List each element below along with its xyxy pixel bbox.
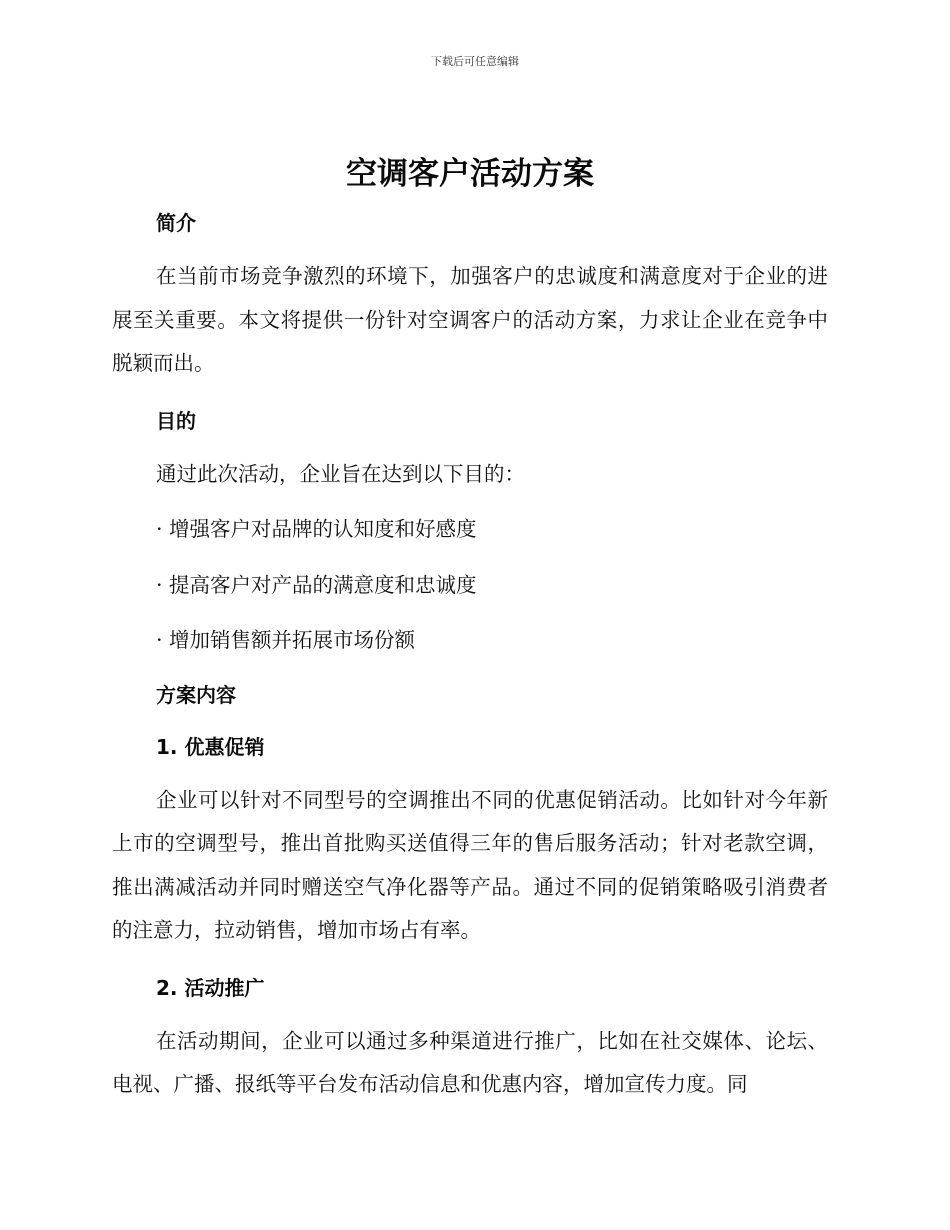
intro-paragraph: 在当前市场竞争激烈的环境下，加强客户的忠诚度和满意度对于企业的进展至关重要。本文将提供一份针对空调客户的活动方案，力求让企业在竞争中脱颖而出。 <box>112 264 828 375</box>
marketing-paragraph: 在活动期间，企业可以通过多种渠道进行推广，比如在社交媒体、论坛、电视、广播、报纸等平台发布活动信息和优惠内容，增加宣传力度。同 <box>112 1028 828 1096</box>
section-heading-plan: 方案内容 <box>156 682 236 707</box>
goal-item-1: · 增强客户对品牌的认知度和好感度 <box>156 517 477 541</box>
subsection-heading-marketing: 2. 活动推广 <box>156 975 265 1000</box>
promotion-paragraph: 企业可以针对不同型号的空调推出不同的优惠促销活动。比如针对今年新上市的空调型号，推出首批购买送值得三年的售后服务活动；针对老款空调，推出满减活动并同时赠送空气净化器等产品。通过不同的促销策略吸引消费者的注意力，拉动销售，增加市场占有率。 <box>112 787 828 942</box>
document-title: 空调客户活动方案 <box>346 156 594 192</box>
document-body <box>112 145 828 1107</box>
section-heading-goals: 目的 <box>156 408 196 433</box>
goals-lead: 通过此次活动，企业旨在达到以下目的： <box>156 461 525 486</box>
goal-item-3: · 增加销售额并拓展市场份额 <box>156 628 416 652</box>
goal-item-2: · 提高客户对产品的满意度和忠诚度 <box>156 572 477 597</box>
header-note: 下载后可任意编辑 <box>431 55 519 68</box>
section-heading-intro: 简介 <box>156 211 196 235</box>
subsection-heading-promotion: 1. 优惠促销 <box>156 734 265 759</box>
